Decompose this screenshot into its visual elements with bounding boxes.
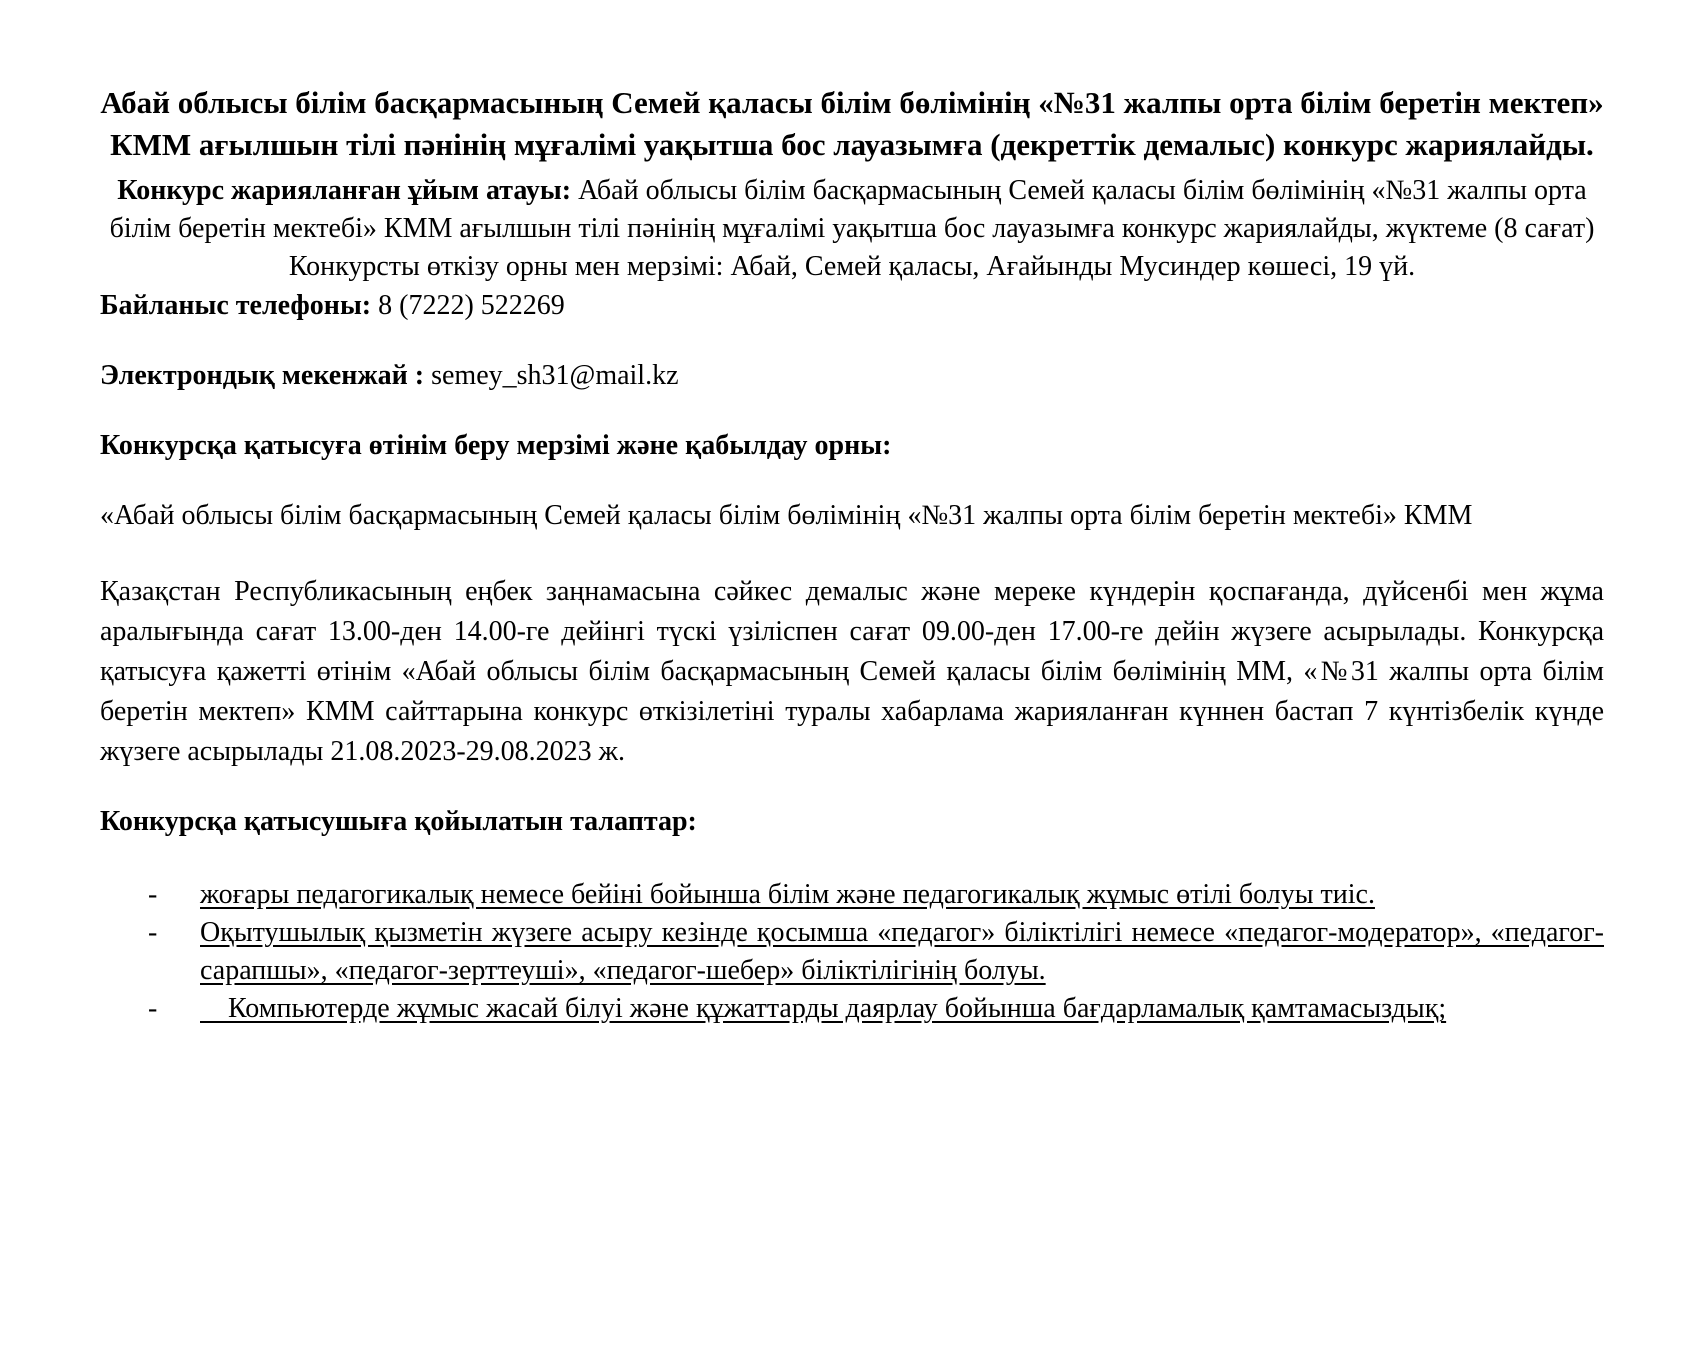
venue-line: Конкурсты өткізу орны мен мерзімі: Абай, Семей қаласы, Ағайынды Мусиндер көшесі, 19 үй.: [288, 251, 1416, 282]
phone-value: 8 (7222) 522269: [371, 290, 565, 321]
requirement-item: [100, 914, 1604, 990]
list-dash: -: [148, 993, 158, 1024]
email-label: Электрондық мекенжай :: [100, 360, 425, 391]
organization-block: [100, 172, 1604, 248]
requirement-item: [100, 990, 1604, 1028]
schedule-paragraph: Қазақстан Республикасының еңбек заңнамасына сәйкес демалыс және мереке күндерін қоспағанда, дүйсенбі мен жұма аралығында сағат 13.00-ден 14.00-ге дейінгі түскі үзіліспен сағат 09.00-ден 17.00-ге дейін жүзеге асырылады. Конкурсқа қатысуға қажетті өтінім «Абай облысы білім басқармасының Семей қаласы білім бөлімінің ММ, «№31 жалпы орта білім беретін мектеп» КММ сайттарына конкурс өткізілетіні туралы хабарлама жарияланған күннен бастап 7 күнтізбелік күнде жүзеге асырылады 21.08.2023-29.08.2023 ж.: [100, 576, 1604, 767]
list-dash: -: [148, 917, 158, 948]
organization-value: Абай облысы білім басқармасының Семей қаласы білім бөлімінің «№31 жалпы орта білім беретін мектебі» КММ ағылшын тілі пәнінің мұғалімі уақытша бос лауазымға конкурс жариялайды, жүктеме (8 сағат): [109, 175, 1595, 244]
requirements-list: [100, 876, 1604, 1028]
email-value: semey_sh31@mail.kz: [424, 360, 679, 391]
organization-label: Конкурс жарияланған ұйым атауы:: [117, 175, 572, 206]
requirement-text: Оқытушылық қызметін жүзеге асыру кезінде қосымша «педагог» біліктілігі немесе «педагог-модератор», «педагог-сарапшы», «педагог-зерттеуші», «педагог-шебер» біліктілігінің болуы.: [200, 917, 1604, 986]
email-line: [100, 356, 1604, 396]
requirements-heading: Конкурсқа қатысушыға қойылатын талаптар:: [100, 806, 697, 837]
requirement-text: Компьютерде жұмыс жасай білуі және құжаттарды даярлау бойынша бағдарламалық қамтамасыздық;: [200, 993, 1447, 1024]
list-dash: -: [148, 879, 158, 910]
document-title: Абай облысы білім басқармасының Семей қаласы білім бөлімінің «№31 жалпы орта білім беретін мектеп» КММ ағылшын тілі пәнінің мұғалімі уақытша бос лауазымға (декреттік демалыс) конкурс жариялайды.: [100, 85, 1604, 162]
phone-label: Байланыс телефоны:: [100, 290, 372, 321]
phone-line: [100, 286, 1604, 326]
requirement-item: [100, 876, 1604, 914]
requirement-text: жоғары педагогикалық немесе бейіні бойынша білім және педагогикалық жұмыс өтілі болуы тиіс.: [200, 879, 1375, 910]
application-place: «Абай облысы білім басқармасының Семей қаласы білім бөлімінің «№31 жалпы орта білім беретін мектебі» КММ: [100, 500, 1473, 531]
application-heading: Конкурсқа қатысуға өтінім беру мерзімі және қабылдау орны:: [100, 430, 892, 461]
